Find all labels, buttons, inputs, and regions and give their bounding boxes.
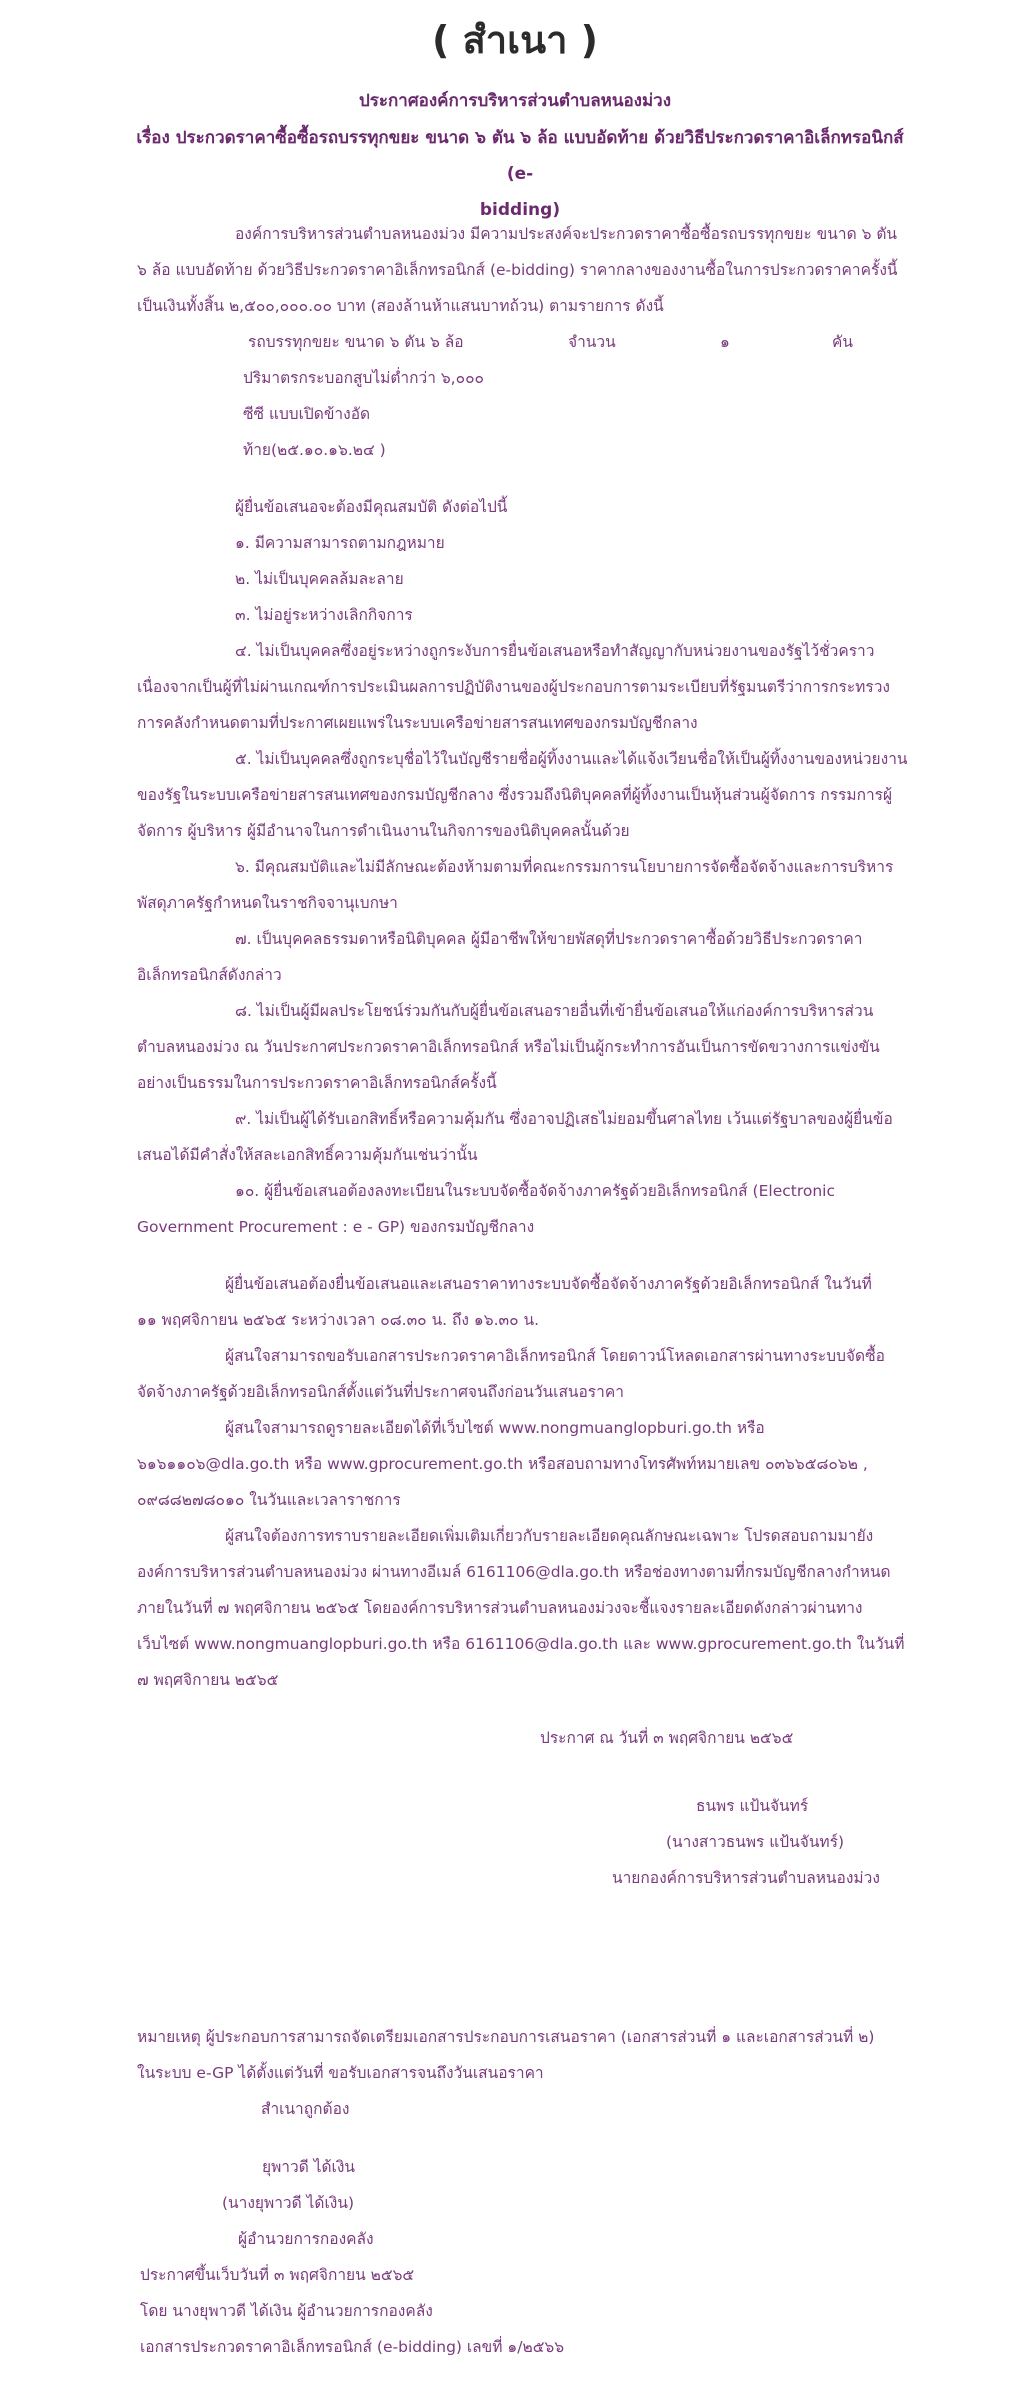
footer-line: โดย นางยุพาวดี ได้เงิน ผู้อำนวยการกองคลัง: [140, 2302, 433, 2320]
item-qty-label: จำนวน: [568, 333, 616, 351]
subject-line-2: bidding): [479, 200, 561, 220]
qualification-line: ๖. มีคุณสมบัติและไม่มีลักษณะต้องห้ามตามที่คณะกรรมการนโยบายการจัดซื้อจัดจ้างและการบริหาร: [235, 858, 894, 876]
qualification-line: ๑. มีความสามารถตามกฎหมาย: [235, 534, 445, 552]
item-unit: คัน: [832, 333, 853, 351]
qualification-line: ๔. ไม่เป็นบุคคลซึ่งอยู่ระหว่างถูกระงับการยื่นข้อเสนอหรือทำสัญญากับหน่วยงานของรัฐไว้ชั่วคราว: [235, 642, 875, 660]
qualification-line: ๗. เป็นบุคคลธรรมดาหรือนิติบุคคล ผู้มีอาชีพให้ขายพัสดุที่ประกวดราคาซื้อด้วยวิธีประกวดราคา: [235, 930, 863, 948]
item-qty: ๑: [720, 333, 730, 351]
submission-line: ผู้ยื่นข้อเสนอต้องยื่นข้อเสนอและเสนอราคาทางระบบจัดซื้อจัดจ้างภาครัฐด้วยอิเล็กทรอนิกส์ ในวันที่: [225, 1275, 872, 1293]
submission-line: องค์การบริหารส่วนตำบลหนองม่วง ผ่านทางอีเมล์ 6161106@dla.go.th หรือช่องทางตามที่กรมบัญชีกลางกำหนด: [137, 1563, 891, 1581]
qualification-line: ๑๐. ผู้ยื่นข้อเสนอต้องลงทะเบียนในระบบจัดซื้อจัดจ้างภาครัฐด้วยอิเล็กทรอนิกส์ (Electronic: [235, 1182, 835, 1200]
qualification-line: ๙. ไม่เป็นผู้ได้รับเอกสิทธิ์หรือความคุ้มกัน ซึ่งอาจปฏิเสธไม่ยอมขึ้นศาลไทย เว้นแต่รัฐบาลของผู้ยื่นข้อ: [235, 1110, 893, 1128]
submission-line: ๑๑ พฤศจิกายน ๒๕๖๕ ระหว่างเวลา ๐๘.๓๐ น. ถึง ๑๖.๓๐ น.: [137, 1311, 540, 1329]
footer-line: ประกาศขึ้นเว็บวันที่ ๓ พฤศจิกายน ๒๕๖๕: [140, 2266, 415, 2284]
remark-line: ในระบบ e-GP ได้ตั้งแต่วันที่ ขอรับเอกสารจนถึงวันเสนอราคา: [137, 2064, 544, 2082]
qualification-line: ๒. ไม่เป็นบุคคลล้มละลาย: [235, 570, 404, 588]
signer-name: ธนพร แป้นจันทร์: [696, 1797, 809, 1815]
certified-label: สำเนาถูกต้อง: [261, 2100, 350, 2118]
submission-line: ผู้สนใจสามารถดูรายละเอียดได้ที่เว็บไซต์ www.nongmuanglopburi.go.th หรือ: [225, 1419, 765, 1437]
submission-line: ๖๑๖๑๑๐๖@dla.go.th หรือ www.gprocurement.go.th หรือสอบถามทางโทรศัพท์หมายเลข ๐๓๖๖๕๘๐๖๒ ,: [137, 1455, 868, 1473]
submission-line: ผู้สนใจสามารถขอรับเอกสารประกวดราคาอิเล็กทรอนิกส์ โดยดาวน์โหลดเอกสารผ่านทางระบบจัดซื้อ: [225, 1347, 885, 1365]
subject-heading: [130, 120, 910, 228]
qualification-line: เสนอได้มีคำสั่งให้สละเอกสิทธิ์ความคุ้มกันเช่นว่านั้น: [137, 1146, 478, 1164]
qualification-line: Government Procurement : e - GP) ของกรมบัญชีกลาง: [137, 1218, 535, 1236]
qualification-line: เนื่องจากเป็นผู้ที่ไม่ผ่านเกณฑ์การประเมินผลการปฏิบัติงานของผู้ประกอบการตามระเบียบที่รัฐมนตรีว่าการกระทรวง: [137, 678, 890, 696]
qualification-line: จัดการ ผู้บริหาร ผู้มีอำนาจในการดำเนินงานในกิจการของนิติบุคคลนั้นด้วย: [137, 822, 630, 840]
submission-line: ๗ พฤศจิกายน ๒๕๖๕: [137, 1671, 279, 1689]
announce-date: ประกาศ ณ วันที่ ๓ พฤศจิกายน ๒๕๖๕: [540, 1729, 794, 1747]
qualification-line: การคลังกำหนดตามที่ประกาศเผยแพร่ในระบบเครือข่ายสารสนเทศของกรมบัญชีกลาง: [137, 714, 698, 732]
item-detail: ปริมาตรกระบอกสูบไม่ต่ำกว่า ๖,๐๐๐: [243, 369, 484, 387]
certifier-position: ผู้อำนวยการกองคลัง: [238, 2230, 374, 2248]
qualification-line: ๓. ไม่อยู่ระหว่างเลิกกิจการ: [235, 606, 413, 624]
footer-line: เอกสารประกวดราคาอิเล็กทรอนิกส์ (e-bidding) เลขที่ ๑/๒๕๖๖: [140, 2338, 565, 2356]
qualification-line: อย่างเป็นธรรมในการประกวดราคาอิเล็กทรอนิกส์ครั้งนี้: [137, 1074, 497, 1092]
submission-line: ผู้สนใจต้องการทราบรายละเอียดเพิ่มเติมเกี่ยวกับรายละเอียดคุณลักษณะเฉพาะ โปรดสอบถามมายัง: [225, 1527, 874, 1545]
submission-line: ๐๙๘๘๒๗๘๐๑๐ ในวันและเวลาราชการ: [137, 1491, 401, 1509]
org-title: ประกาศองค์การบริหารส่วนตำบลหนองม่วง: [358, 91, 672, 111]
qualification-intro: ผู้ยื่นข้อเสนอจะต้องมีคุณสมบัติ ดังต่อไปนี้: [235, 498, 508, 516]
intro-line: ๖ ล้อ แบบอัดท้าย ด้วยวิธีประกวดราคาอิเล็กทรอนิกส์ (e-bidding) ราคากลางของงานซื้อในการประกวดราคาครั้งนี้: [137, 261, 898, 279]
item-name: รถบรรทุกขยะ ขนาด ๖ ตัน ๖ ล้อ: [248, 333, 464, 351]
submission-line: เว็บไซต์ www.nongmuanglopburi.go.th หรือ 6161106@dla.go.th และ www.gprocurement.go.th ในวันที่: [137, 1635, 905, 1653]
item-detail: ซีซี แบบเปิดข้างอัด: [243, 405, 371, 423]
qualification-line: ๘. ไม่เป็นผู้มีผลประโยชน์ร่วมกันกับผู้ยื่นข้อเสนอรายอื่นที่เข้ายื่นข้อเสนอให้แก่องค์การบริหารส่วน: [235, 1002, 874, 1020]
subject-line-1: เรื่อง ประกวดราคาซื้อซื้อรถบรรทุกขยะ ขนาด ๖ ตัน ๖ ล้อ แบบอัดท้าย ด้วยวิธีประกวดราคาอิเล็กทรอนิกส์ (e-: [136, 128, 904, 184]
certifier-full-name: (นางยุพาวดี ได้เงิน): [222, 2194, 354, 2212]
qualification-line: ๕. ไม่เป็นบุคคลซึ่งถูกระบุชื่อไว้ในบัญชีรายชื่อผู้ทิ้งงานและได้แจ้งเวียนชื่อให้เป็นผู้ทิ้งงานของหน่วยงาน: [235, 750, 908, 768]
copy-title: ( สำเนา ): [431, 18, 599, 62]
qualification-line: ตำบลหนองม่วง ณ วันประกาศประกวดราคาอิเล็กทรอนิกส์ หรือไม่เป็นผู้กระทำการอันเป็นการขัดขวางการแข่งขัน: [137, 1038, 880, 1056]
intro-line: เป็นเงินทั้งสิ้น ๒,๕๐๐,๐๐๐.๐๐ บาท (สองล้านห้าแสนบาทถ้วน) ตามรายการ ดังนี้: [137, 297, 664, 315]
intro-line: องค์การบริหารส่วนตำบลหนองม่วง มีความประสงค์จะประกวดราคาซื้อซื้อรถบรรทุกขยะ ขนาด ๖ ตัน: [235, 225, 897, 243]
remark-line: หมายเหตุ ผู้ประกอบการสามารถจัดเตรียมเอกสารประกอบการเสนอราคา (เอกสารส่วนที่ ๑ และเอกสารส่วนที่ ๒): [137, 2028, 875, 2046]
signer-full-name: (นางสาวธนพร แป้นจันทร์): [666, 1833, 845, 1851]
submission-line: จัดจ้างภาครัฐด้วยอิเล็กทรอนิกส์ตั้งแต่วันที่ประกาศจนถึงก่อนวันเสนอราคา: [137, 1383, 624, 1401]
certifier-name: ยุพาวดี ได้เงิน: [262, 2158, 356, 2176]
signer-position: นายกองค์การบริหารส่วนตำบลหนองม่วง: [612, 1869, 880, 1887]
qualification-line: อิเล็กทรอนิกส์ดังกล่าว: [137, 966, 282, 984]
item-detail: ท้าย(๒๕.๑๐.๑๖.๒๔ ): [243, 441, 386, 459]
qualification-line: พัสดุภาครัฐกำหนดในราชกิจจานุเบกษา: [137, 894, 398, 912]
qualification-line: ของรัฐในระบบเครือข่ายสารสนเทศของกรมบัญชีกลาง ซึ่งรวมถึงนิติบุคคลที่ผู้ทิ้งงานเป็นหุ้นส่วนผู้จัดการ กรรมการผู้: [137, 786, 893, 804]
submission-line: ภายในวันที่ ๗ พฤศจิกายน ๒๕๖๕ โดยองค์การบริหารส่วนตำบลหนองม่วงจะชี้แจงรายละเอียดดังกล่าวผ่านทาง: [137, 1599, 863, 1617]
